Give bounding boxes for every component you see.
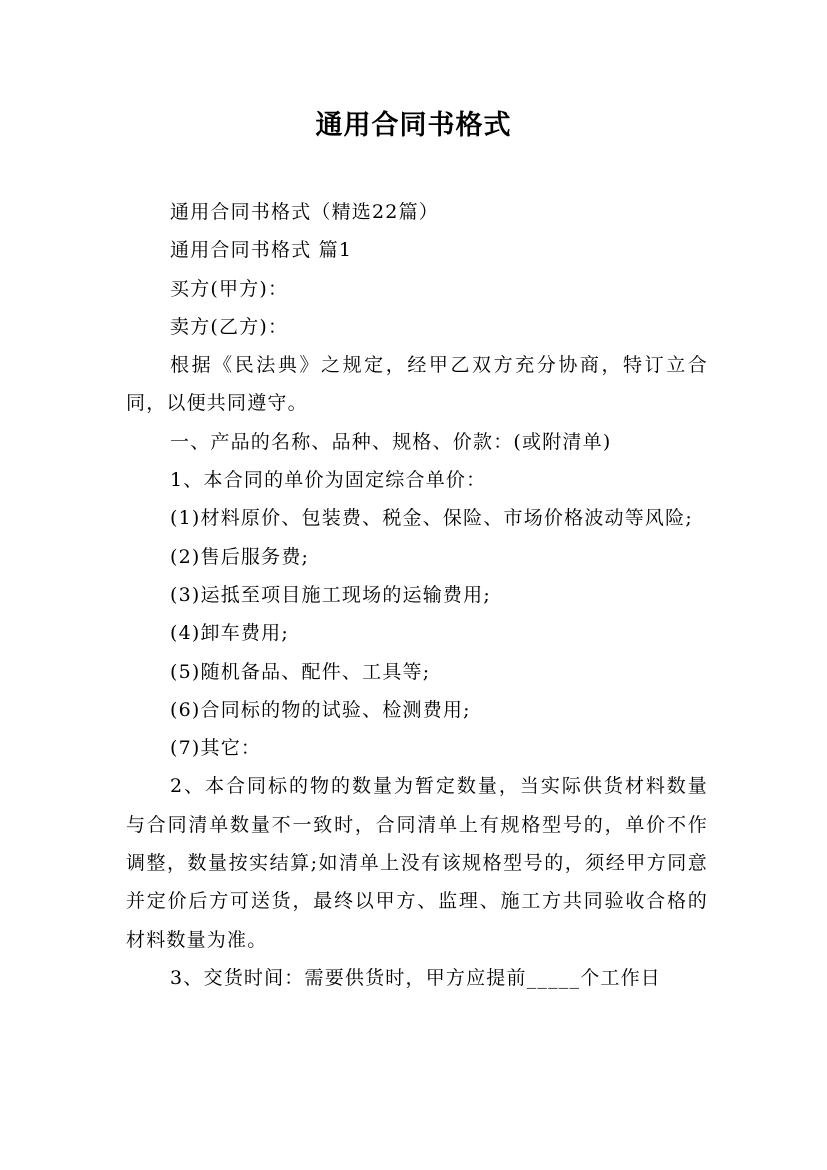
paragraph-subitem-4: (4)卸车费用; — [170, 622, 289, 645]
paragraph-subitem-5: (5)随机备品、配件、工具等; — [170, 660, 431, 683]
paragraph-seller: 卖方(乙方)： — [170, 315, 289, 338]
paragraph-subitem-2: (2)售后服务费; — [170, 545, 310, 568]
document-title: 通用合同书格式 — [315, 110, 512, 141]
paragraph-clause-1-heading: 一、产品的名称、品种、规格、价款：(或附清单) — [170, 430, 612, 453]
document-body — [126, 193, 708, 997]
paragraph-subitem-3: (3)运抵至项目施工现场的运输费用; — [170, 583, 491, 606]
paragraph-subtitle: 通用合同书格式（精选22篇） — [170, 201, 439, 223]
paragraph-buyer: 买方(甲方)： — [170, 277, 289, 300]
paragraph-item-2: 2、本合同标的物的数量为暂定数量，当实际供货材料数量与合同清单数量不一致时，合同清单上有规格型号的，单价不作调整，数量按实结算;如清单上没有该规格型号的，须经甲方同意并定价后方可送货，最终以甲方、监理、施工方共同验收合格的材料数量为准。 — [126, 775, 708, 951]
paragraph-item-3: 3、交货时间：需要供货时，甲方应提前_____个工作日 — [170, 966, 661, 989]
paragraph-subitem-7: (7)其它： — [170, 737, 262, 760]
paragraph-section-heading: 通用合同书格式 篇1 — [170, 239, 353, 262]
paragraph-subitem-6: (6)合同标的物的试验、检测费用; — [170, 698, 471, 721]
paragraph-preamble: 根据《民法典》之规定，经甲乙双方充分协商，特订立合同，以便共同遵守。 — [126, 354, 708, 415]
paragraph-item-1: 1、本合同的单价为固定综合单价： — [170, 469, 487, 492]
paragraph-subitem-1: (1)材料原价、包装费、税金、保险、市场价格波动等风险; — [170, 507, 693, 530]
